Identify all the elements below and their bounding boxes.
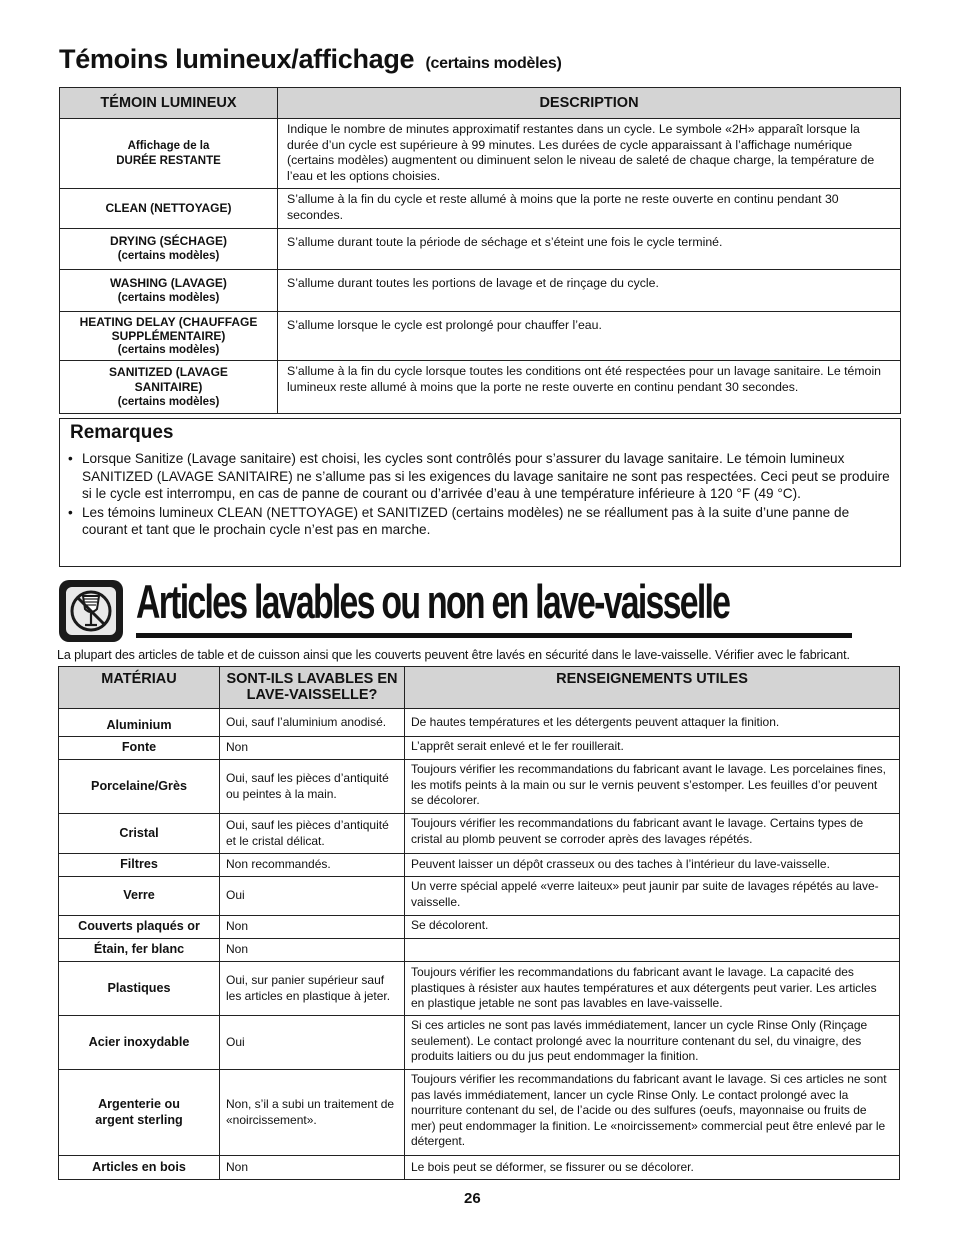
indicator-label-sub: (certains modèles): [117, 395, 220, 408]
indicator-label: [60, 189, 278, 229]
indicator-label-main: WASHING (LAVAGE): [110, 275, 227, 290]
section-title-text: Témoins lumineux/affichage: [59, 44, 415, 74]
indicator-label-sub: DURÉE RESTANTE: [116, 154, 221, 167]
indicator-description: S’allume lorsque le cycle est prolongé pour chauffer l’eau.: [278, 312, 901, 361]
table-row: [59, 1016, 900, 1070]
indicator-label: [60, 361, 278, 414]
intro-text: La plupart des articles de table et de cuisson ainsi que les couverts peuvent être lavés en sécurité dans le lave-vaisselle. Vérifier avec le fabricant.: [57, 648, 850, 662]
indicator-label: [60, 312, 278, 361]
info-cell: Toujours vérifier les recommandations du fabricant avant le lavage. La capacité des plastiques à résister aux hautes températures et aux détergents peut varier. Les articles en plastique jetable ne sont pas lavables en lave-vaisselle.: [405, 962, 900, 1016]
safe-cell: Oui: [220, 877, 405, 916]
section-subtitle: (certains modèles): [425, 55, 562, 72]
title-rule: [136, 633, 852, 638]
list-item: [68, 450, 892, 503]
table-row: [59, 709, 900, 737]
material-cell: Cristal: [59, 814, 220, 854]
info-cell: [405, 939, 900, 962]
indicator-label-main: HEATING DELAY (CHAUFFAGE SUPPLÉMENTAIRE): [79, 315, 258, 343]
remark-text: Les témoins lumineux CLEAN (NETTOYAGE) et SANITIZED (certains modèles) ne se réallument pas à la suite d’une panne de courant et tant que le prochain cycle n’est pas en marche.: [82, 504, 850, 537]
table-row: [60, 312, 901, 361]
table-row: [59, 814, 900, 854]
table-row: [60, 119, 901, 189]
remark-text: Lorsque Sanitize (Lavage sanitaire) est choisi, les cycles sont contrôlés pour s’assurer du lavage sanitaire. Le témoin lumineux SANITIZED (LAVAGE SANITAIRE) ne s’allume pas si les exigences du lavage sanitaire ne sont pas respectées. Ceci peut se produire si le cycle est interrompu, en cas de panne de courant ou d’arrivée d’eau à une température inférieure à 120 °F (49 °C).: [82, 451, 890, 501]
safe-cell: Non: [220, 916, 405, 939]
material-cell: Aluminium: [59, 709, 220, 737]
indicator-description: S’allume durant toutes les portions de lavage et de rinçage du cycle.: [278, 270, 901, 312]
safe-cell: Oui, sauf les pièces d’antiquité et le cristal délicat.: [220, 814, 405, 854]
safe-cell: Non: [220, 737, 405, 760]
remarks-list: [68, 450, 892, 539]
material-cell: Couverts plaqués or: [59, 916, 220, 939]
list-item: [68, 504, 892, 539]
material-cell: Articles en bois: [59, 1156, 220, 1180]
column-header-description: DESCRIPTION: [278, 88, 901, 119]
section-title: [59, 44, 561, 75]
column-header-dishwasher-safe: SONT-ILS LAVABLES EN LAVE-VAISSELLE?: [220, 667, 405, 709]
info-cell: Toujours vérifier les recommandations du fabricant avant le lavage. Si ces articles ne sont pas lavés immédiatement, lancer un cycle Rinse Only. Le contact prolongé avec la nourriture contenant du sel, de l’acide ou des sulfures (oeufs, mayonnaise ou fruits de mer) peut endommager la finition. Le «noircissement» commercial peut être enlevé par le détergent.: [405, 1070, 900, 1156]
table-row: [60, 189, 901, 229]
table-row: [59, 939, 900, 962]
no-glass-icon: [59, 580, 123, 642]
info-cell: Le bois peut se déformer, se fissurer ou se décolorer.: [405, 1156, 900, 1180]
section-title: Articles lavables ou non en lave-vaisselle: [136, 575, 730, 628]
indicator-label-main: SANITIZED (LAVAGE SANITAIRE): [109, 364, 228, 394]
indicator-label: [60, 270, 278, 312]
column-header-useful-info: RENSEIGNEMENTS UTILES: [405, 667, 900, 709]
material-cell: Porcelaine/Grès: [59, 760, 220, 814]
info-cell: De hautes températures et les détergents peuvent attaquer la finition.: [405, 709, 900, 737]
safe-cell: Oui, sauf les pièces d’antiquité ou peintes à la main.: [220, 760, 405, 814]
indicator-description: S’allume à la fin du cycle lorsque toutes les conditions ont été respectées pour un lavage sanitaire. Le témoin lumineux reste allumé à moins que la porte ne reste ouverte en continu pendant 30 secondes.: [278, 361, 901, 414]
indicator-label: [60, 229, 278, 270]
column-header-indicator: TÉMOIN LUMINEUX: [60, 88, 278, 119]
info-cell: Toujours vérifier les recommandations du fabricant avant le lavage. Certains types de cristal au plomb peuvent se corroder après des lavages répétés.: [405, 814, 900, 854]
indicator-description: S’allume durant toute la période de séchage et s’éteint une fois le cycle terminé.: [278, 229, 901, 270]
info-cell: Se décolorent.: [405, 916, 900, 939]
table-row: [60, 361, 901, 414]
indicator-label-main: Affichage de la: [127, 139, 210, 152]
safe-cell: Oui, sur panier supérieur sauf les articles en plastique à jeter.: [220, 962, 405, 1016]
material-cell: Plastiques: [59, 962, 220, 1016]
indicator-label-sub: (certains modèles): [117, 250, 220, 262]
remarks-title: Remarques: [70, 422, 174, 443]
bullet: •: [68, 504, 73, 520]
safe-cell: Oui: [220, 1016, 405, 1070]
material-cell: Argenterie ou argent sterling: [59, 1070, 220, 1156]
material-cell: Fonte: [59, 737, 220, 760]
material-cell: Acier inoxydable: [59, 1016, 220, 1070]
table-row: [59, 760, 900, 814]
materials-table: [58, 666, 900, 1180]
table-row: [60, 270, 901, 312]
indicator-lights-table: [59, 87, 901, 414]
indicator-label-main: DRYING (SÉCHAGE): [110, 234, 227, 248]
material-cell: Étain, fer blanc: [59, 939, 220, 962]
table-row: [59, 1070, 900, 1156]
indicator-description: Indique le nombre de minutes approximatif restantes dans un cycle. Le symbole «2H» apparaît lorsque la durée d’un cycle est supérieure à 99 minutes. Les durées de cycle apparaissant à l’affichage numérique (certains modèles) augmentent ou diminuent selon le niveau de saleté de chaque charge, la température de l’eau et les options choisies.: [278, 119, 901, 189]
indicator-label: [60, 119, 278, 189]
bullet: •: [68, 451, 73, 466]
table-row: [59, 962, 900, 1016]
remarks-box: [59, 418, 901, 567]
indicator-label-sub: (certains modèles): [117, 344, 220, 356]
safe-cell: Oui, sauf l’aluminium anodisé.: [220, 709, 405, 737]
material-cell: Verre: [59, 877, 220, 916]
table-row: [59, 737, 900, 760]
info-cell: Peuvent laisser un dépôt crasseux ou des taches à l’intérieur du lave-vaisselle.: [405, 854, 900, 877]
safe-cell: Non, s’il a subi un traitement de «noircissement».: [220, 1070, 405, 1156]
table-row: [59, 916, 900, 939]
info-cell: L’apprêt serait enlevé et le fer rouillerait.: [405, 737, 900, 760]
table-row: [59, 1156, 900, 1180]
table-row: [59, 877, 900, 916]
safe-cell: Non: [220, 1156, 405, 1180]
indicator-label-sub: (certains modèles): [117, 291, 220, 304]
info-cell: Si ces articles ne sont pas lavés immédiatement, lancer un cycle Rinse Only (Rinçage seulement). Le contact prolongé avec la nourriture contenant du sel, du vinaigre, des produits laitiers ou du jus peut endommager la finition.: [405, 1016, 900, 1070]
safe-cell: Non: [220, 939, 405, 962]
info-cell: Un verre spécial appelé «verre laiteux» peut jaunir par suite de lavages répétés au lave-vaisselle.: [405, 877, 900, 916]
table-row: [60, 229, 901, 270]
column-header-material: MATÉRIAU: [59, 667, 220, 709]
info-cell: Toujours vérifier les recommandations du fabricant avant le lavage. Les porcelaines fines, les motifs peints à la main ou sur le vernis peuvent s’estomper. Les feuilles d’or peuvent se décolorer.: [405, 760, 900, 814]
table-row: [59, 854, 900, 877]
material-cell: Filtres: [59, 854, 220, 877]
indicator-label-main: CLEAN (NETTOYAGE): [105, 201, 232, 215]
safe-cell: Non recommandés.: [220, 854, 405, 877]
page-number: 26: [464, 1190, 481, 1207]
indicator-description: S’allume à la fin du cycle et reste allumé à moins que la porte ne reste ouverte en continu pendant 30 secondes.: [278, 189, 901, 229]
